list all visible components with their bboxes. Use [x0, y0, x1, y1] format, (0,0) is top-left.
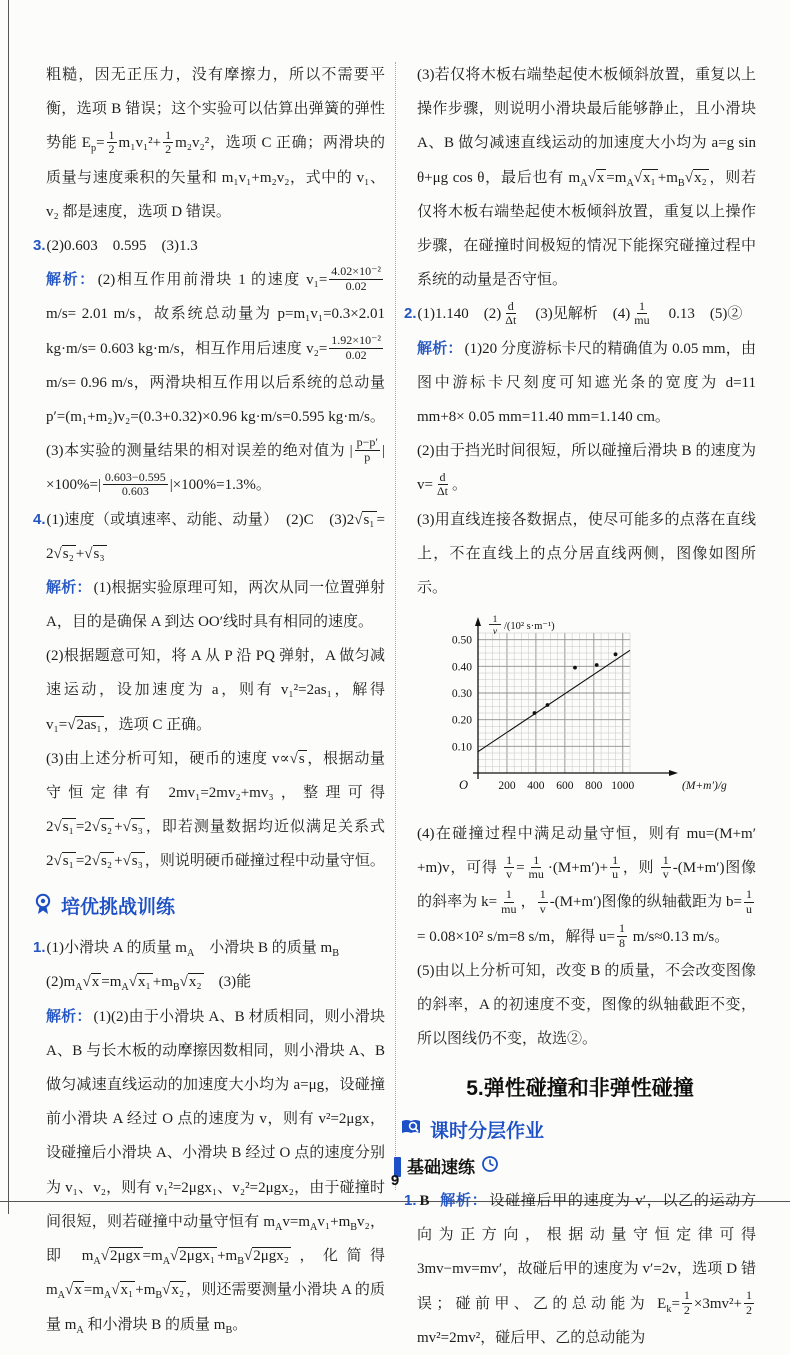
item-number: 1.	[33, 939, 46, 957]
solution-paragraph: (3)本实验的测量结果的相对误差的绝对值为 | $\frac{p-p'}{p}$ |×100%=| $\frac{0.603-0.595}{0.603}$ |×100%=1.3%。	[46, 435, 385, 499]
item-number: 4.	[33, 510, 46, 528]
answer-line-q3: 3.(2)0.603 0.595 (3)1.3	[33, 237, 198, 254]
svg-text:0.50: 0.50	[451, 634, 472, 647]
svg-text:400: 400	[527, 780, 545, 793]
svg-text:0.40: 0.40	[451, 661, 472, 674]
answer-line-b1: 1. B 解析： 设碰撞后甲的速度为 v′，以乙的运动方向为正方向，根据动量守恒定律可得 3mv−mv=mv′，故碰后甲的速度为 v′=2v，选项 D 错误；碰前甲、乙的总动能为 $E_k=$ $\frac{1}{2}$ ×3mv²+ $\frac{1}{2}$ mv²=2mv²，碰后甲、乙的总动能为	[404, 1192, 756, 1346]
book-search-icon	[400, 1118, 422, 1147]
solution-paragraph: (3)由上述分析可知，硬币的速度 v∝√s ，根据动量守恒定律有 2mv₁=2mv₂+mv₃，整理可得 2√s₁ =2√s₂ +√s₃ ，即若测量数据均近似满足关系式 2√s₁ =2√s₂ +√s₃ ，则说明硬币碰撞过程中动量守恒。	[46, 750, 385, 870]
answer-line-q4: 4.(1)速度（或填速率、动能、动量） (2)C (3)2√s₁ = 2√s₂ +√s₃	[33, 510, 385, 562]
analysis-label: 解析：	[46, 578, 92, 596]
analysis-paragraph: 解析： (1)(2)由于小滑块 A、B 材质相同，则小滑块 A、B 与长木板的动摩擦因数相同，则小滑块 A、B 做匀减速直线运动的加速度大小均为 a=μg，设碰撞前小滑块 A 经过 O 点的速度为 v，则有 v²=2μgx，设碰撞后小滑块 A、小滑块 B 经过 O 点的速度分别为 v₁、v₂，则有 v₁²=2μgx₁、v₂²=2μgx₂，由于碰撞时间很短，则若碰撞中动量守恒有 $m_Av=m_Av_1+m_Bv_2$，即 $m_A√2\mu gx =m_A√2\mu gx_1 +m_B√2\mu gx_2$ ，化简得 $m_A√x =m_A√x_1 +m_B√x_2$ ，则还需要测量小滑块 A 的质量 $m_A$ 和小滑块 B 的质量 $m_B$。	[46, 1007, 386, 1336]
analysis-paragraph: 解析： (2)相互作用前滑块 1 的速度 v₁= $\frac{\text{4.02×10⁻²}}{0.02}$ m/s= 2.01 m/s，故系统总动量为 p=m₁v₁=0.3×2.01 kg·m/s= 0.603 kg·m/s，相互作用后速度 v₂= $\frac{\text{1.92×10⁻²}}{0.02}$ m/s= 0.96 m/s，两滑块相互作用以后系统的总动量 p′=(m₁+m₂)v₂=(0.3+0.32)×0.96 kg·m/s=0.595 kg·m/s。	[46, 264, 385, 425]
svg-text:/(10² s·m⁻¹): /(10² s·m⁻¹)	[504, 621, 555, 633]
analysis-label: 解析：	[417, 339, 463, 357]
homework-header	[400, 1118, 756, 1147]
right-column	[404, 58, 756, 1355]
svg-text:v: v	[492, 627, 498, 638]
svg-text:200: 200	[498, 780, 516, 793]
svg-text:0.10: 0.10	[451, 741, 472, 754]
solution-paragraph: (4)在碰撞过程中满足动量守恒，则有 mu=(M+m′+m)v，可得 $\frac{1}{v}$ = $\frac{1}{mu}$ ·(M+m′)+ $\frac{1}{u}$ ，则 $\frac{1}{v}$ -(M+m′)图像的斜率为 k= $\frac{1}{mu}$ ， $\frac{1}{v}$ -(M+m′)图像的纵轴截距为 b= $\frac{1}{u}$ = 0.08×10² s/m=8 s/m，解得 u= $\frac{1}{8}$ m/s≈0.13 m/s。	[417, 826, 756, 950]
solution-paragraph: (2)由于挡光时间很短，所以碰撞后滑块 B 的速度为 v= $\frac{d}{\Delta t}$ 。	[417, 443, 756, 499]
answer-line-c1: 1.(1)小滑块 A 的质量 $m_A$ 小滑块 B 的质量 $m_B$ $(2)m_A√x =m_A√x_1 +m_B√x_2$ (3)能	[33, 939, 340, 994]
medal-icon	[33, 893, 53, 924]
svg-text:600: 600	[556, 780, 574, 793]
item-number: 2.	[404, 305, 417, 323]
solution-paragraph: (5)由以上分析可知，改变 B 的质量，不会改变图像的斜率，A 的初速度不变，图像的纵轴截距不变，所以图线仍不变，故选②。	[417, 962, 756, 1048]
page-number: 9	[390, 1172, 400, 1189]
analysis-paragraph: 解析： (1)20 分度游标卡尺的精确值为 0.05 mm，由图中游标卡尺刻度可知遮光条的宽度为 d=11 mm+8× 0.05 mm=11.40 mm=1.140 cm。	[417, 339, 756, 425]
page-edge-left	[8, 0, 9, 1214]
svg-text:1: 1	[492, 615, 498, 626]
left-column	[33, 58, 385, 1342]
answer-letter: B	[419, 1193, 430, 1210]
svg-text:O: O	[458, 778, 468, 793]
challenge-training-header	[33, 893, 385, 924]
column-divider	[395, 62, 396, 1190]
solution-paragraph: (3)用直线连接各数据点，使尽可能多的点落在直线上，不在直线上的点分居直线两侧，图像如图所示。	[417, 511, 756, 596]
section-title: 5.弹性碰撞和非弹性碰撞	[466, 1077, 694, 1101]
solution-paragraph: 粗糙，因无正压力，没有摩擦力，所以不需要平衡，选项 B 错误；这个实验可以估算出弹簧的弹性势能 $E_p=$ $\frac{1}{2}$ m₁v₁²+ $\frac{1}{2}$ m₂v₂²，选项 C 正确；两滑块的质量与速度乘积的矢量和 m₁v₁+m₂v₂，式中的 v₁、v₂ 都是速度，选项 D 错误。	[46, 67, 385, 220]
item-number: 3.	[33, 237, 46, 254]
homework-title: 课时分层作业	[430, 1120, 545, 1142]
svg-text:800: 800	[585, 780, 603, 793]
solution-paragraph: (2)根据题意可知，将 A 从 P 沿 PQ 弹射，A 做匀减速运动，设加速度为 a，则有 v₁²=2as₁，解得 v₁=√2as₁ ，选项 C 正确。	[46, 648, 385, 733]
svg-text:0.20: 0.20	[451, 714, 472, 727]
challenge-training-title: 培优挑战训练	[61, 896, 176, 918]
analysis-paragraph: 解析： (1)根据实验原理可知，两次从同一位置弹射 A，目的是确保 A 到达 OO′线时具有相同的速度。	[46, 578, 385, 631]
svg-text:1000: 1000	[611, 780, 635, 793]
analysis-label: 解析：	[46, 1007, 92, 1025]
solution-paragraph: (3)若仅将木板右端垫起使木板倾斜放置，重复以上操作步骤，则说明小滑块最后能够静止，且小滑块 A、B 做匀减速直线运动的加速度大小均为 a=g sin θ+μg cos θ，最后也有 $m_A√x =m_A√x_1 +m_B√x_2$ ，则若仅将木板右端垫起使木板倾斜放置，重复以上操作步骤，在碰撞时间极短的情况下能探究碰撞过程中系统的动量是否守恒。	[417, 67, 756, 289]
analysis-label: 解析：	[439, 1192, 488, 1210]
answer-line-q2: 2.(1)1.140 (2) $\frac{d}{\Delta t}$ (3)见解析 (4) $\frac{1}{mu}$ 0.13 (5)②	[404, 298, 743, 328]
svg-text:(M+m′)/g: (M+m′)/g	[682, 780, 727, 793]
basic-practice-title: 基础速练	[407, 1157, 475, 1177]
item-number: 1.	[404, 1192, 417, 1210]
svg-text:0.30: 0.30	[451, 688, 472, 701]
analysis-label: 解析：	[46, 271, 96, 289]
collision-chart	[426, 609, 756, 815]
